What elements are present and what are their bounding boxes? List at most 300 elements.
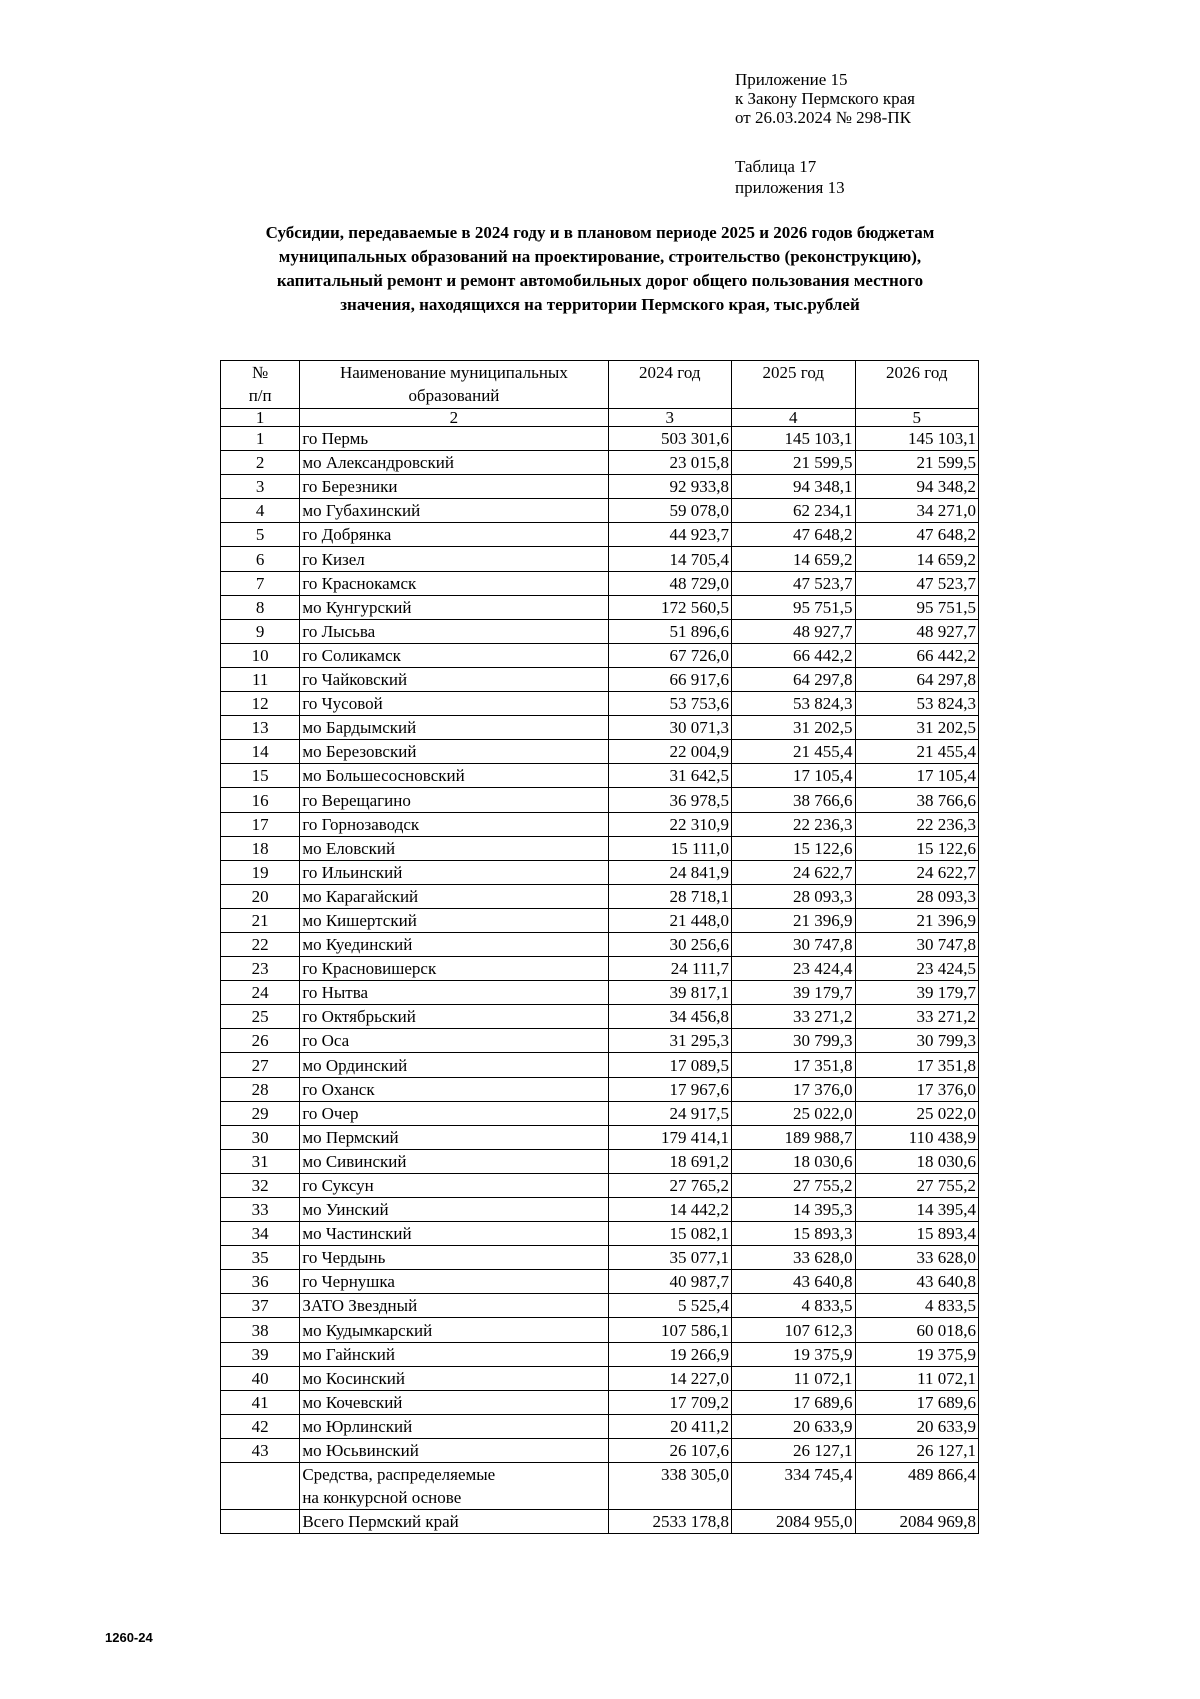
row-number: 21	[221, 908, 300, 932]
table-ref-line-1: Таблица 17	[735, 157, 817, 176]
value-2025: 21 599,5	[732, 451, 855, 475]
row-number: 7	[221, 571, 300, 595]
value-2024: 172 560,5	[608, 595, 731, 619]
row-number: 30	[221, 1125, 300, 1149]
value-2026: 47 648,2	[855, 523, 979, 547]
row-number: 28	[221, 1077, 300, 1101]
value-2025: 33 271,2	[732, 1005, 855, 1029]
value-2026: 28 093,3	[855, 884, 979, 908]
value-2024: 44 923,7	[608, 523, 731, 547]
table-row	[221, 1414, 979, 1438]
row-number: 35	[221, 1246, 300, 1270]
municipality-name: мо Губахинский	[300, 499, 608, 523]
value-2024: 31 642,5	[608, 764, 731, 788]
row-number: 2	[221, 451, 300, 475]
value-2026: 4 833,5	[855, 1294, 979, 1318]
value-2025: 14 395,3	[732, 1198, 855, 1222]
municipality-name: го Кизел	[300, 547, 608, 571]
table-row	[221, 1318, 979, 1342]
appendix-line-2: к Закону Пермского края	[735, 89, 916, 108]
value-2026: 24 622,7	[855, 860, 979, 884]
header-number	[221, 361, 300, 409]
row-number: 14	[221, 740, 300, 764]
value-2026: 22 236,3	[855, 812, 979, 836]
value-2025: 28 093,3	[732, 884, 855, 908]
municipality-name: го Чернушка	[300, 1270, 608, 1294]
table-row	[221, 908, 979, 932]
municipality-name: го Очер	[300, 1101, 608, 1125]
value-2025: 20 633,9	[732, 1414, 855, 1438]
table-reference	[735, 156, 845, 198]
municipality-name: мо Юрлинский	[300, 1414, 608, 1438]
row-number: 38	[221, 1318, 300, 1342]
row-number: 4	[221, 499, 300, 523]
value-2025: 4 833,5	[732, 1294, 855, 1318]
title-line-4: значения, находящихся на территории Пермского края, тыс.рублей	[340, 295, 860, 314]
value-2026: 47 523,7	[855, 571, 979, 595]
row-number: 20	[221, 884, 300, 908]
value-2026: 33 628,0	[855, 1246, 979, 1270]
value-2025: 14 659,2	[732, 547, 855, 571]
total-row	[221, 1510, 979, 1534]
value-2025: 27 755,2	[732, 1173, 855, 1197]
row-number: 3	[221, 475, 300, 499]
municipality-name: го Горнозаводск	[300, 812, 608, 836]
header-name: Наименование муниципальных образований	[300, 361, 608, 409]
value-2025: 53 824,3	[732, 692, 855, 716]
row-number: 15	[221, 764, 300, 788]
subsidies-table	[220, 360, 979, 1534]
header-2024: 2024 год	[608, 361, 731, 409]
table-row	[221, 1029, 979, 1053]
value-2025: 21 396,9	[732, 908, 855, 932]
value-2026: 66 442,2	[855, 643, 979, 667]
value-2025: 23 424,4	[732, 957, 855, 981]
row-number: 37	[221, 1294, 300, 1318]
value-2025: 31 202,5	[732, 716, 855, 740]
value-2026: 17 689,6	[855, 1390, 979, 1414]
value-2024: 19 266,9	[608, 1342, 731, 1366]
municipality-name: мо Уинский	[300, 1198, 608, 1222]
row-number: 17	[221, 812, 300, 836]
municipality-name: го Чусовой	[300, 692, 608, 716]
row-number: 19	[221, 860, 300, 884]
competitive-2025: 334 745,4	[732, 1463, 855, 1510]
municipality-name: мо Кунгурский	[300, 595, 608, 619]
value-2025: 62 234,1	[732, 499, 855, 523]
table-row	[221, 571, 979, 595]
column-number: 1	[221, 409, 300, 427]
value-2024: 22 004,9	[608, 740, 731, 764]
value-2025: 24 622,7	[732, 860, 855, 884]
value-2024: 15 082,1	[608, 1222, 731, 1246]
row-number: 1	[221, 427, 300, 451]
row-number: 24	[221, 981, 300, 1005]
value-2024: 17 709,2	[608, 1390, 731, 1414]
value-2026: 20 633,9	[855, 1414, 979, 1438]
municipality-name: го Ильинский	[300, 860, 608, 884]
municipality-name: го Оса	[300, 1029, 608, 1053]
table-row	[221, 1125, 979, 1149]
value-2025: 26 127,1	[732, 1438, 855, 1462]
value-2025: 145 103,1	[732, 427, 855, 451]
value-2026: 14 659,2	[855, 547, 979, 571]
municipality-name: го Красновишерск	[300, 957, 608, 981]
value-2024: 20 411,2	[608, 1414, 731, 1438]
value-2026: 17 351,8	[855, 1053, 979, 1077]
value-2024: 36 978,5	[608, 788, 731, 812]
row-number: 9	[221, 619, 300, 643]
column-number: 2	[300, 409, 608, 427]
value-2025: 17 351,8	[732, 1053, 855, 1077]
municipality-name: мо Косинский	[300, 1366, 608, 1390]
row-number: 29	[221, 1101, 300, 1125]
value-2026: 95 751,5	[855, 595, 979, 619]
table-header-row	[221, 361, 979, 409]
municipality-name: мо Кудымкарский	[300, 1318, 608, 1342]
table-row	[221, 716, 979, 740]
value-2024: 14 442,2	[608, 1198, 731, 1222]
value-2025: 17 376,0	[732, 1077, 855, 1101]
value-2024: 24 841,9	[608, 860, 731, 884]
table-row	[221, 692, 979, 716]
appendix-line-3: от 26.03.2024 № 298-ПК	[735, 108, 911, 127]
municipality-name: мо Бардымский	[300, 716, 608, 740]
total-2026: 2084 969,8	[855, 1510, 979, 1534]
value-2026: 15 122,6	[855, 836, 979, 860]
table-row	[221, 1390, 979, 1414]
column-number: 4	[732, 409, 855, 427]
value-2024: 92 933,8	[608, 475, 731, 499]
value-2026: 17 376,0	[855, 1077, 979, 1101]
value-2026: 11 072,1	[855, 1366, 979, 1390]
value-2026: 21 599,5	[855, 451, 979, 475]
row-number: 39	[221, 1342, 300, 1366]
table-row	[221, 1149, 979, 1173]
table-row	[221, 764, 979, 788]
table-row	[221, 643, 979, 667]
value-2025: 64 297,8	[732, 667, 855, 691]
table-row	[221, 475, 979, 499]
table-row	[221, 667, 979, 691]
value-2025: 11 072,1	[732, 1366, 855, 1390]
table-row	[221, 451, 979, 475]
municipality-name: мо Кишертский	[300, 908, 608, 932]
municipality-name: го Краснокамск	[300, 571, 608, 595]
table-row	[221, 981, 979, 1005]
title-line-1: Субсидии, передаваемые в 2024 году и в плановом периоде 2025 и 2026 годов бюджетам	[265, 223, 935, 242]
value-2024: 39 817,1	[608, 981, 731, 1005]
value-2026: 27 755,2	[855, 1173, 979, 1197]
row-number: 12	[221, 692, 300, 716]
table-row	[221, 812, 979, 836]
row-number: 27	[221, 1053, 300, 1077]
total-2025: 2084 955,0	[732, 1510, 855, 1534]
table-row	[221, 1198, 979, 1222]
value-2024: 17 967,6	[608, 1077, 731, 1101]
row-number: 33	[221, 1198, 300, 1222]
row-number: 5	[221, 523, 300, 547]
municipality-name: го Верещагино	[300, 788, 608, 812]
value-2025: 15 893,3	[732, 1222, 855, 1246]
value-2024: 67 726,0	[608, 643, 731, 667]
value-2026: 34 271,0	[855, 499, 979, 523]
municipality-name: мо Березовский	[300, 740, 608, 764]
total-number-cell	[221, 1510, 300, 1534]
municipality-name: мо Частинский	[300, 1222, 608, 1246]
value-2025: 30 799,3	[732, 1029, 855, 1053]
value-2024: 30 071,3	[608, 716, 731, 740]
municipality-name: го Чердынь	[300, 1246, 608, 1270]
value-2025: 22 236,3	[732, 812, 855, 836]
table-row	[221, 1246, 979, 1270]
value-2024: 24 917,5	[608, 1101, 731, 1125]
value-2026: 145 103,1	[855, 427, 979, 451]
value-2024: 53 753,6	[608, 692, 731, 716]
value-2025: 47 648,2	[732, 523, 855, 547]
value-2024: 48 729,0	[608, 571, 731, 595]
value-2024: 35 077,1	[608, 1246, 731, 1270]
value-2026: 60 018,6	[855, 1318, 979, 1342]
row-number: 13	[221, 716, 300, 740]
value-2026: 38 766,6	[855, 788, 979, 812]
municipality-name: мо Карагайский	[300, 884, 608, 908]
row-number: 8	[221, 595, 300, 619]
municipality-name: го Березники	[300, 475, 608, 499]
value-2024: 24 111,7	[608, 957, 731, 981]
competitive-number-cell	[221, 1463, 300, 1510]
row-number: 40	[221, 1366, 300, 1390]
value-2024: 27 765,2	[608, 1173, 731, 1197]
municipality-name: мо Большесосновский	[300, 764, 608, 788]
table-ref-line-2: приложения 13	[735, 178, 845, 197]
value-2025: 39 179,7	[732, 981, 855, 1005]
table-row	[221, 1077, 979, 1101]
municipality-name: го Нытва	[300, 981, 608, 1005]
column-number: 5	[855, 409, 979, 427]
appendix-reference	[735, 70, 915, 127]
value-2025: 33 628,0	[732, 1246, 855, 1270]
header-number-line-2: п/п	[248, 386, 272, 405]
value-2026: 30 747,8	[855, 932, 979, 956]
row-number: 10	[221, 643, 300, 667]
total-2024: 2533 178,8	[608, 1510, 731, 1534]
municipality-name: мо Куединский	[300, 932, 608, 956]
competitive-2026: 489 866,4	[855, 1463, 979, 1510]
value-2024: 28 718,1	[608, 884, 731, 908]
row-number: 25	[221, 1005, 300, 1029]
table-row	[221, 595, 979, 619]
value-2025: 30 747,8	[732, 932, 855, 956]
value-2026: 30 799,3	[855, 1029, 979, 1053]
municipality-name: мо Гайнский	[300, 1342, 608, 1366]
value-2025: 21 455,4	[732, 740, 855, 764]
title-line-3: капитальный ремонт и ремонт автомобильных дорог общего пользования местного	[276, 271, 924, 290]
value-2026: 23 424,5	[855, 957, 979, 981]
competitive-name-cell	[300, 1463, 608, 1510]
table-row	[221, 1342, 979, 1366]
value-2025: 17 689,6	[732, 1390, 855, 1414]
document-title	[225, 221, 975, 317]
table-row	[221, 427, 979, 451]
municipality-name: мо Юсьвинский	[300, 1438, 608, 1462]
header-2025: 2025 год	[732, 361, 855, 409]
value-2026: 48 927,7	[855, 619, 979, 643]
table-row	[221, 1053, 979, 1077]
row-number: 23	[221, 957, 300, 981]
column-number: 3	[608, 409, 731, 427]
value-2024: 17 089,5	[608, 1053, 731, 1077]
row-number: 34	[221, 1222, 300, 1246]
value-2024: 179 414,1	[608, 1125, 731, 1149]
value-2026: 21 455,4	[855, 740, 979, 764]
value-2025: 66 442,2	[732, 643, 855, 667]
value-2025: 25 022,0	[732, 1101, 855, 1125]
value-2024: 503 301,6	[608, 427, 731, 451]
value-2024: 5 525,4	[608, 1294, 731, 1318]
table-row	[221, 547, 979, 571]
row-number: 11	[221, 667, 300, 691]
value-2024: 22 310,9	[608, 812, 731, 836]
value-2024: 15 111,0	[608, 836, 731, 860]
title-line-2: муниципальных образований на проектирование, строительство (реконструкцию),	[278, 247, 922, 266]
row-number: 18	[221, 836, 300, 860]
municipality-name: го Соликамск	[300, 643, 608, 667]
value-2025: 94 348,1	[732, 475, 855, 499]
table-row	[221, 932, 979, 956]
value-2024: 31 295,3	[608, 1029, 731, 1053]
municipality-name: го Октябрьский	[300, 1005, 608, 1029]
table-row	[221, 1270, 979, 1294]
value-2024: 23 015,8	[608, 451, 731, 475]
value-2025: 107 612,3	[732, 1318, 855, 1342]
row-number: 26	[221, 1029, 300, 1053]
row-number: 32	[221, 1173, 300, 1197]
table-row	[221, 1222, 979, 1246]
value-2026: 53 824,3	[855, 692, 979, 716]
row-number: 16	[221, 788, 300, 812]
row-number: 36	[221, 1270, 300, 1294]
table-row	[221, 499, 979, 523]
value-2025: 95 751,5	[732, 595, 855, 619]
value-2026: 94 348,2	[855, 475, 979, 499]
value-2024: 30 256,6	[608, 932, 731, 956]
municipality-name: го Оханск	[300, 1077, 608, 1101]
value-2025: 17 105,4	[732, 764, 855, 788]
value-2025: 189 988,7	[732, 1125, 855, 1149]
value-2026: 43 640,8	[855, 1270, 979, 1294]
table-row	[221, 1173, 979, 1197]
row-number: 42	[221, 1414, 300, 1438]
value-2025: 18 030,6	[732, 1149, 855, 1173]
value-2024: 34 456,8	[608, 1005, 731, 1029]
value-2024: 66 917,6	[608, 667, 731, 691]
municipality-name: го Добрянка	[300, 523, 608, 547]
total-name: Всего Пермский край	[300, 1510, 608, 1534]
header-2026: 2026 год	[855, 361, 979, 409]
value-2026: 15 893,4	[855, 1222, 979, 1246]
value-2024: 18 691,2	[608, 1149, 731, 1173]
value-2024: 26 107,6	[608, 1438, 731, 1462]
value-2025: 38 766,6	[732, 788, 855, 812]
table-row	[221, 836, 979, 860]
value-2026: 110 438,9	[855, 1125, 979, 1149]
competitive-funds-row	[221, 1463, 979, 1510]
competitive-2024: 338 305,0	[608, 1463, 731, 1510]
value-2025: 47 523,7	[732, 571, 855, 595]
table-row	[221, 1294, 979, 1318]
value-2025: 43 640,8	[732, 1270, 855, 1294]
value-2024: 51 896,6	[608, 619, 731, 643]
table-row	[221, 1005, 979, 1029]
municipality-name: го Лысьва	[300, 619, 608, 643]
table-row	[221, 523, 979, 547]
municipality-name: мо Кочевский	[300, 1390, 608, 1414]
document-code: 1260-24	[105, 1630, 153, 1645]
value-2026: 17 105,4	[855, 764, 979, 788]
value-2024: 107 586,1	[608, 1318, 731, 1342]
value-2026: 26 127,1	[855, 1438, 979, 1462]
table-row	[221, 740, 979, 764]
table-row	[221, 788, 979, 812]
value-2024: 14 705,4	[608, 547, 731, 571]
value-2026: 31 202,5	[855, 716, 979, 740]
municipality-name: мо Сивинский	[300, 1149, 608, 1173]
municipality-name: го Чайковский	[300, 667, 608, 691]
appendix-line-1: Приложение 15	[735, 70, 848, 89]
municipality-name: мо Пермский	[300, 1125, 608, 1149]
value-2024: 14 227,0	[608, 1366, 731, 1390]
row-number: 22	[221, 932, 300, 956]
competitive-name-line-1: Средства, распределяемые	[302, 1465, 496, 1485]
table-row	[221, 1366, 979, 1390]
row-number: 43	[221, 1438, 300, 1462]
value-2025: 15 122,6	[732, 836, 855, 860]
row-number: 31	[221, 1149, 300, 1173]
value-2025: 19 375,9	[732, 1342, 855, 1366]
municipality-name: го Суксун	[300, 1173, 608, 1197]
table-row	[221, 860, 979, 884]
value-2026: 33 271,2	[855, 1005, 979, 1029]
value-2024: 40 987,7	[608, 1270, 731, 1294]
table-row	[221, 957, 979, 981]
value-2024: 21 448,0	[608, 908, 731, 932]
table-row	[221, 1101, 979, 1125]
table-row	[221, 884, 979, 908]
value-2026: 25 022,0	[855, 1101, 979, 1125]
municipality-name: мо Ординский	[300, 1053, 608, 1077]
value-2026: 39 179,7	[855, 981, 979, 1005]
value-2026: 18 030,6	[855, 1149, 979, 1173]
header-number-line-1: №	[252, 363, 269, 382]
value-2024: 59 078,0	[608, 499, 731, 523]
municipality-name: го Пермь	[300, 427, 608, 451]
value-2026: 19 375,9	[855, 1342, 979, 1366]
municipality-name: мо Александровский	[300, 451, 608, 475]
column-number-row	[221, 409, 979, 427]
competitive-name-line-2: на конкурсной основе	[302, 1488, 462, 1508]
value-2025: 48 927,7	[732, 619, 855, 643]
table-row	[221, 619, 979, 643]
table-row	[221, 1438, 979, 1462]
value-2026: 21 396,9	[855, 908, 979, 932]
row-number: 6	[221, 547, 300, 571]
value-2026: 64 297,8	[855, 667, 979, 691]
municipality-name: мо Еловский	[300, 836, 608, 860]
row-number: 41	[221, 1390, 300, 1414]
value-2026: 14 395,4	[855, 1198, 979, 1222]
municipality-name: ЗАТО Звездный	[300, 1294, 608, 1318]
